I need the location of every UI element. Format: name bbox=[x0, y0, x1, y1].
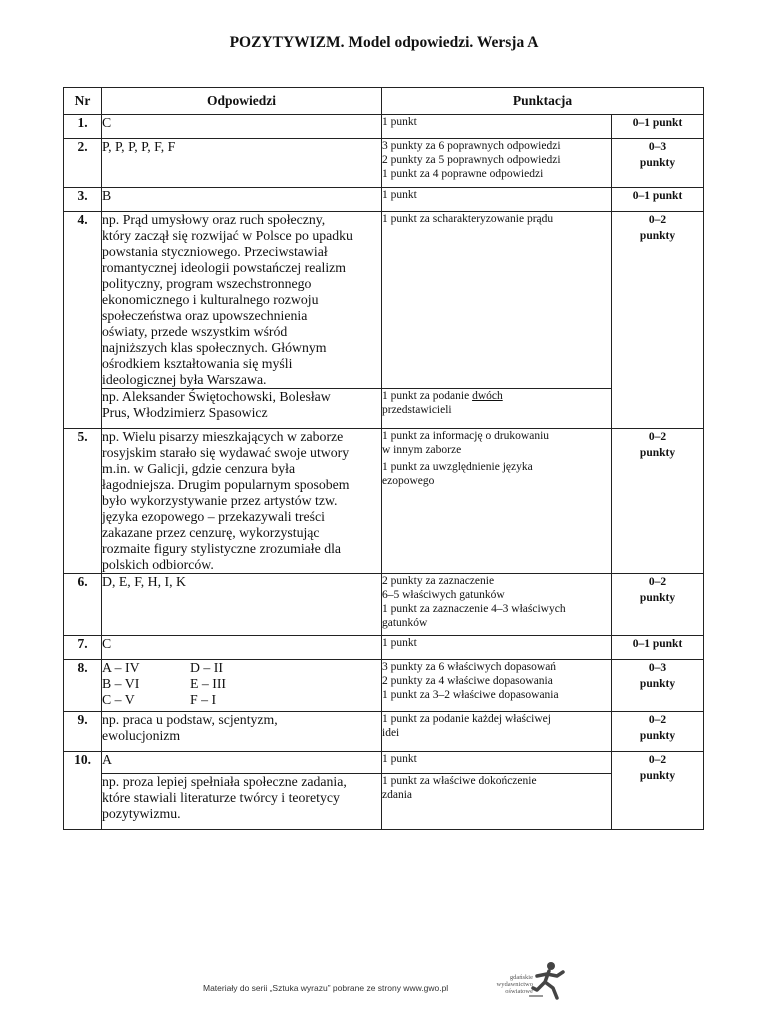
scoring-cell: 1 punkt za podanie każdej właściwej idei bbox=[382, 712, 612, 752]
answer-cell: np. Wielu pisarzy mieszkających w zaborze rosyjskim starało się wydawać swoje utwory m.in. w Galicji, gdzie cenzura była łagodniejsza. Drugim popularnym sposobem było wykorzystywanie przez artystów tzw. języka ezopowego – przekazywali treści zakazane przez cenzurę, wykorzystując rozmaite figury stylistyczne zrozumiałe dla polskich odbiorców. bbox=[102, 429, 382, 574]
question-number: 8. bbox=[64, 660, 102, 712]
answer-cell: np. praca u podstaw, scjentyzm, ewolucjonizm bbox=[102, 712, 382, 752]
scoring-cell: 3 punkty za 6 poprawnych odpowiedzi 2 punkty za 5 poprawnych odpowiedzi 1 punkt za 4 poprawne odpowiedzi bbox=[382, 139, 612, 188]
points-range: 0–3 punkty bbox=[612, 139, 704, 188]
answer-cell: C bbox=[102, 115, 382, 139]
question-number: 6. bbox=[64, 574, 102, 636]
points-range: 0–1 punkt bbox=[612, 636, 704, 660]
scoring-cell: 1 punkt za scharakteryzowanie prądu bbox=[382, 212, 612, 389]
answer-cell: B bbox=[102, 188, 382, 212]
footer-source-text: Materiały do serii „Sztuka wyrazu” pobrane ze strony www.gwo.pl bbox=[203, 983, 449, 993]
answer-cell: np. Aleksander Świętochowski, Bolesław Prus, Włodzimierz Spasowicz bbox=[102, 389, 382, 429]
header-nr: Nr bbox=[64, 88, 102, 115]
table-row bbox=[64, 636, 704, 660]
scoring-cell: 1 punkt bbox=[382, 752, 612, 774]
points-range: 0–1 punkt bbox=[612, 115, 704, 139]
scoring-cell: 1 punkt bbox=[382, 115, 612, 139]
scoring-cell: 1 punkt za podanie dwóch przedstawicieli bbox=[382, 389, 612, 429]
table-row bbox=[64, 660, 704, 712]
answer-key-table bbox=[63, 87, 704, 830]
table-row bbox=[64, 389, 704, 429]
question-number: 10. bbox=[64, 752, 102, 830]
table-row bbox=[64, 429, 704, 574]
table-row bbox=[64, 752, 704, 774]
answer-cell: np. Prąd umysłowy oraz ruch społeczny, który zaczął się rozwijać w Polsce po upadku powstania styczniowego. Przeciwstawiał romantycznej ideologii powstańczej realizm polityczny, program wszechstronnego ekonomicznego i kulturalnego rozwoju społeczeństwa oraz upowszechnienia oświaty, przede wszystkim wśród najniższych klas społecznych. Głównym ośrodkiem kształtowania się myśli ideologicznej była Warszawa. bbox=[102, 212, 382, 389]
scoring-cell: 1 punkt za właściwe dokończenie zdania bbox=[382, 774, 612, 830]
table-row bbox=[64, 115, 704, 139]
publisher-name: gdańskie wydawnictwo oświatowe bbox=[496, 974, 533, 996]
table-row bbox=[64, 712, 704, 752]
header-scoring: Punktacja bbox=[382, 88, 704, 115]
header-row bbox=[64, 88, 704, 115]
points-range: 0–2 punkty bbox=[612, 752, 704, 830]
scoring-cell: 3 punkty za 6 właściwych dopasowań 2 punkty za 4 właściwe dopasowania 1 punkt za 3–2 właściwe dopasowania bbox=[382, 660, 612, 712]
points-range: 0–1 punkt bbox=[612, 188, 704, 212]
matching-pair: B – VI E – III bbox=[102, 676, 227, 691]
points-range: 0–2 punkty bbox=[612, 429, 704, 574]
table-row bbox=[64, 139, 704, 188]
question-number: 9. bbox=[64, 712, 102, 752]
question-number: 5. bbox=[64, 429, 102, 574]
matching-pair: C – V F – I bbox=[102, 692, 217, 707]
scoring-cell: 1 punkt za informację o drukowaniu w innym zaborze 1 punkt za uwzględnienie języka ezopowego bbox=[382, 429, 612, 574]
points-range: 0–2 punkty bbox=[612, 574, 704, 636]
question-number: 2. bbox=[64, 139, 102, 188]
scoring-cell: 1 punkt bbox=[382, 188, 612, 212]
scoring-cell: 2 punkty za zaznaczenie 6–5 właściwych gatunków 1 punkt za zaznaczenie 4–3 właściwych gatunków bbox=[382, 574, 612, 636]
answer-cell bbox=[102, 660, 382, 712]
answer-cell: P, P, P, P, F, F bbox=[102, 139, 382, 188]
points-range: 0–3 punkty bbox=[612, 660, 704, 712]
answer-cell: np. proza lepiej spełniała społeczne zadania, które stawiali literaturze twórcy i teoretycy pozytywizmu. bbox=[102, 774, 382, 830]
scoring-cell: 1 punkt bbox=[382, 636, 612, 660]
points-range: 0–2 punkty bbox=[612, 712, 704, 752]
table-row bbox=[64, 212, 704, 389]
answer-cell: C bbox=[102, 636, 382, 660]
question-number: 1. bbox=[64, 115, 102, 139]
answer-cell: A bbox=[102, 752, 382, 774]
running-figure-logo-icon bbox=[527, 960, 569, 1002]
table-row bbox=[64, 774, 704, 830]
question-number: 4. bbox=[64, 212, 102, 429]
page-title: POZYTYWIZM. Model odpowiedzi. Wersja A bbox=[229, 34, 539, 51]
header-answers: Odpowiedzi bbox=[102, 88, 382, 115]
table-row bbox=[64, 574, 704, 636]
points-range: 0–2 punkty bbox=[612, 212, 704, 429]
question-number: 7. bbox=[64, 636, 102, 660]
answer-cell: D, E, F, H, I, K bbox=[102, 574, 382, 636]
table-row bbox=[64, 188, 704, 212]
matching-pair: A – IV D – II bbox=[102, 660, 223, 675]
page-footer bbox=[0, 974, 768, 1018]
question-number: 3. bbox=[64, 188, 102, 212]
